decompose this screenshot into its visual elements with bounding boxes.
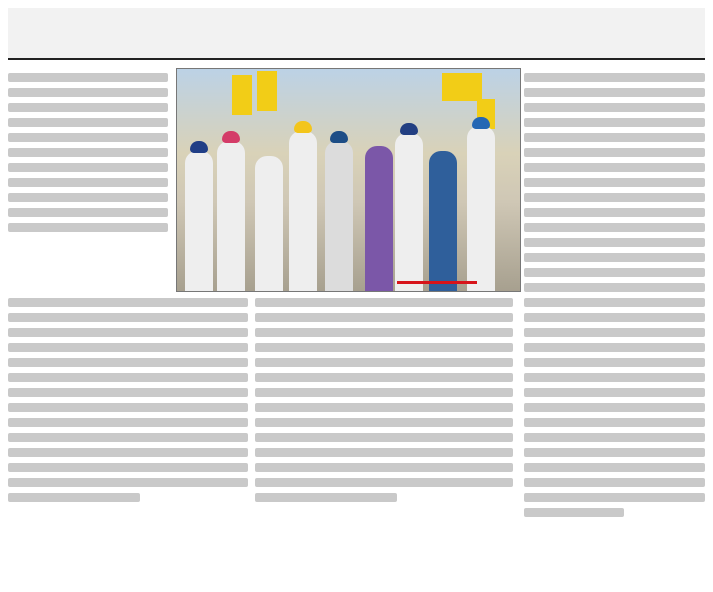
text-line bbox=[255, 463, 513, 472]
turban bbox=[222, 131, 240, 143]
text-line bbox=[255, 478, 513, 487]
text-line bbox=[8, 328, 248, 337]
text-line bbox=[524, 478, 705, 487]
text-line bbox=[524, 358, 705, 367]
text-line bbox=[8, 343, 248, 352]
person bbox=[395, 133, 423, 291]
text-line bbox=[524, 223, 705, 232]
text-line bbox=[255, 298, 513, 307]
flag-left bbox=[232, 75, 252, 115]
text-line bbox=[8, 388, 248, 397]
text-line bbox=[524, 118, 705, 127]
text-line bbox=[8, 73, 168, 82]
text-line bbox=[8, 208, 168, 217]
text-line bbox=[524, 253, 705, 262]
text-line bbox=[255, 448, 513, 457]
text-line bbox=[8, 88, 168, 97]
text-line bbox=[524, 448, 705, 457]
text-line bbox=[524, 328, 705, 337]
text-line bbox=[255, 418, 513, 427]
text-line bbox=[8, 298, 248, 307]
text-line bbox=[524, 508, 624, 517]
text-line bbox=[524, 373, 705, 382]
text-line bbox=[255, 493, 397, 502]
text-line bbox=[524, 433, 705, 442]
text-line bbox=[8, 373, 248, 382]
text-line bbox=[8, 463, 248, 472]
text-line bbox=[524, 238, 705, 247]
text-line bbox=[524, 298, 705, 307]
person bbox=[255, 156, 283, 291]
text-line bbox=[8, 313, 248, 322]
text-line bbox=[524, 388, 705, 397]
person bbox=[365, 146, 393, 291]
text-line bbox=[524, 418, 705, 427]
text-line bbox=[524, 193, 705, 202]
column-3 bbox=[524, 68, 705, 523]
text-line bbox=[8, 133, 168, 142]
turban bbox=[472, 117, 490, 129]
person bbox=[217, 141, 245, 291]
text-line bbox=[524, 343, 705, 352]
text-line bbox=[8, 118, 168, 127]
text-line bbox=[255, 403, 513, 412]
text-line bbox=[524, 148, 705, 157]
text-line bbox=[255, 328, 513, 337]
inauguration-ribbon bbox=[397, 281, 477, 284]
column-1-top bbox=[8, 68, 168, 238]
text-line bbox=[8, 193, 168, 202]
text-line bbox=[255, 388, 513, 397]
turban bbox=[190, 141, 208, 153]
text-line bbox=[255, 358, 513, 367]
text-line bbox=[524, 103, 705, 112]
text-line bbox=[8, 418, 248, 427]
person bbox=[325, 141, 353, 291]
text-line bbox=[524, 133, 705, 142]
text-line bbox=[255, 343, 513, 352]
turban bbox=[330, 131, 348, 143]
text-line bbox=[8, 223, 168, 232]
text-line bbox=[524, 268, 705, 277]
text-line bbox=[524, 463, 705, 472]
text-line bbox=[255, 373, 513, 382]
text-line bbox=[8, 493, 140, 502]
text-line bbox=[524, 403, 705, 412]
text-line bbox=[8, 178, 168, 187]
person bbox=[429, 151, 457, 291]
text-line bbox=[524, 178, 705, 187]
text-line bbox=[8, 163, 168, 172]
text-line bbox=[8, 478, 248, 487]
text-line bbox=[524, 163, 705, 172]
column-1-bottom bbox=[8, 293, 248, 508]
text-line bbox=[524, 73, 705, 82]
flag-right bbox=[442, 73, 482, 101]
text-line bbox=[255, 433, 513, 442]
flag-center bbox=[257, 71, 277, 111]
text-line bbox=[8, 148, 168, 157]
text-line bbox=[8, 358, 248, 367]
person bbox=[185, 151, 213, 291]
person bbox=[289, 131, 317, 291]
person bbox=[467, 126, 495, 291]
text-line bbox=[524, 493, 705, 502]
text-line bbox=[8, 103, 168, 112]
text-line bbox=[255, 313, 513, 322]
text-line bbox=[524, 208, 705, 217]
text-line bbox=[8, 433, 248, 442]
turban bbox=[294, 121, 312, 133]
text-line bbox=[524, 313, 705, 322]
text-line bbox=[524, 283, 705, 292]
text-line bbox=[524, 88, 705, 97]
text-line bbox=[8, 403, 248, 412]
column-2 bbox=[255, 293, 513, 508]
news-photo bbox=[176, 68, 521, 292]
text-line bbox=[8, 448, 248, 457]
turban bbox=[400, 123, 418, 135]
headline-block bbox=[8, 8, 705, 60]
